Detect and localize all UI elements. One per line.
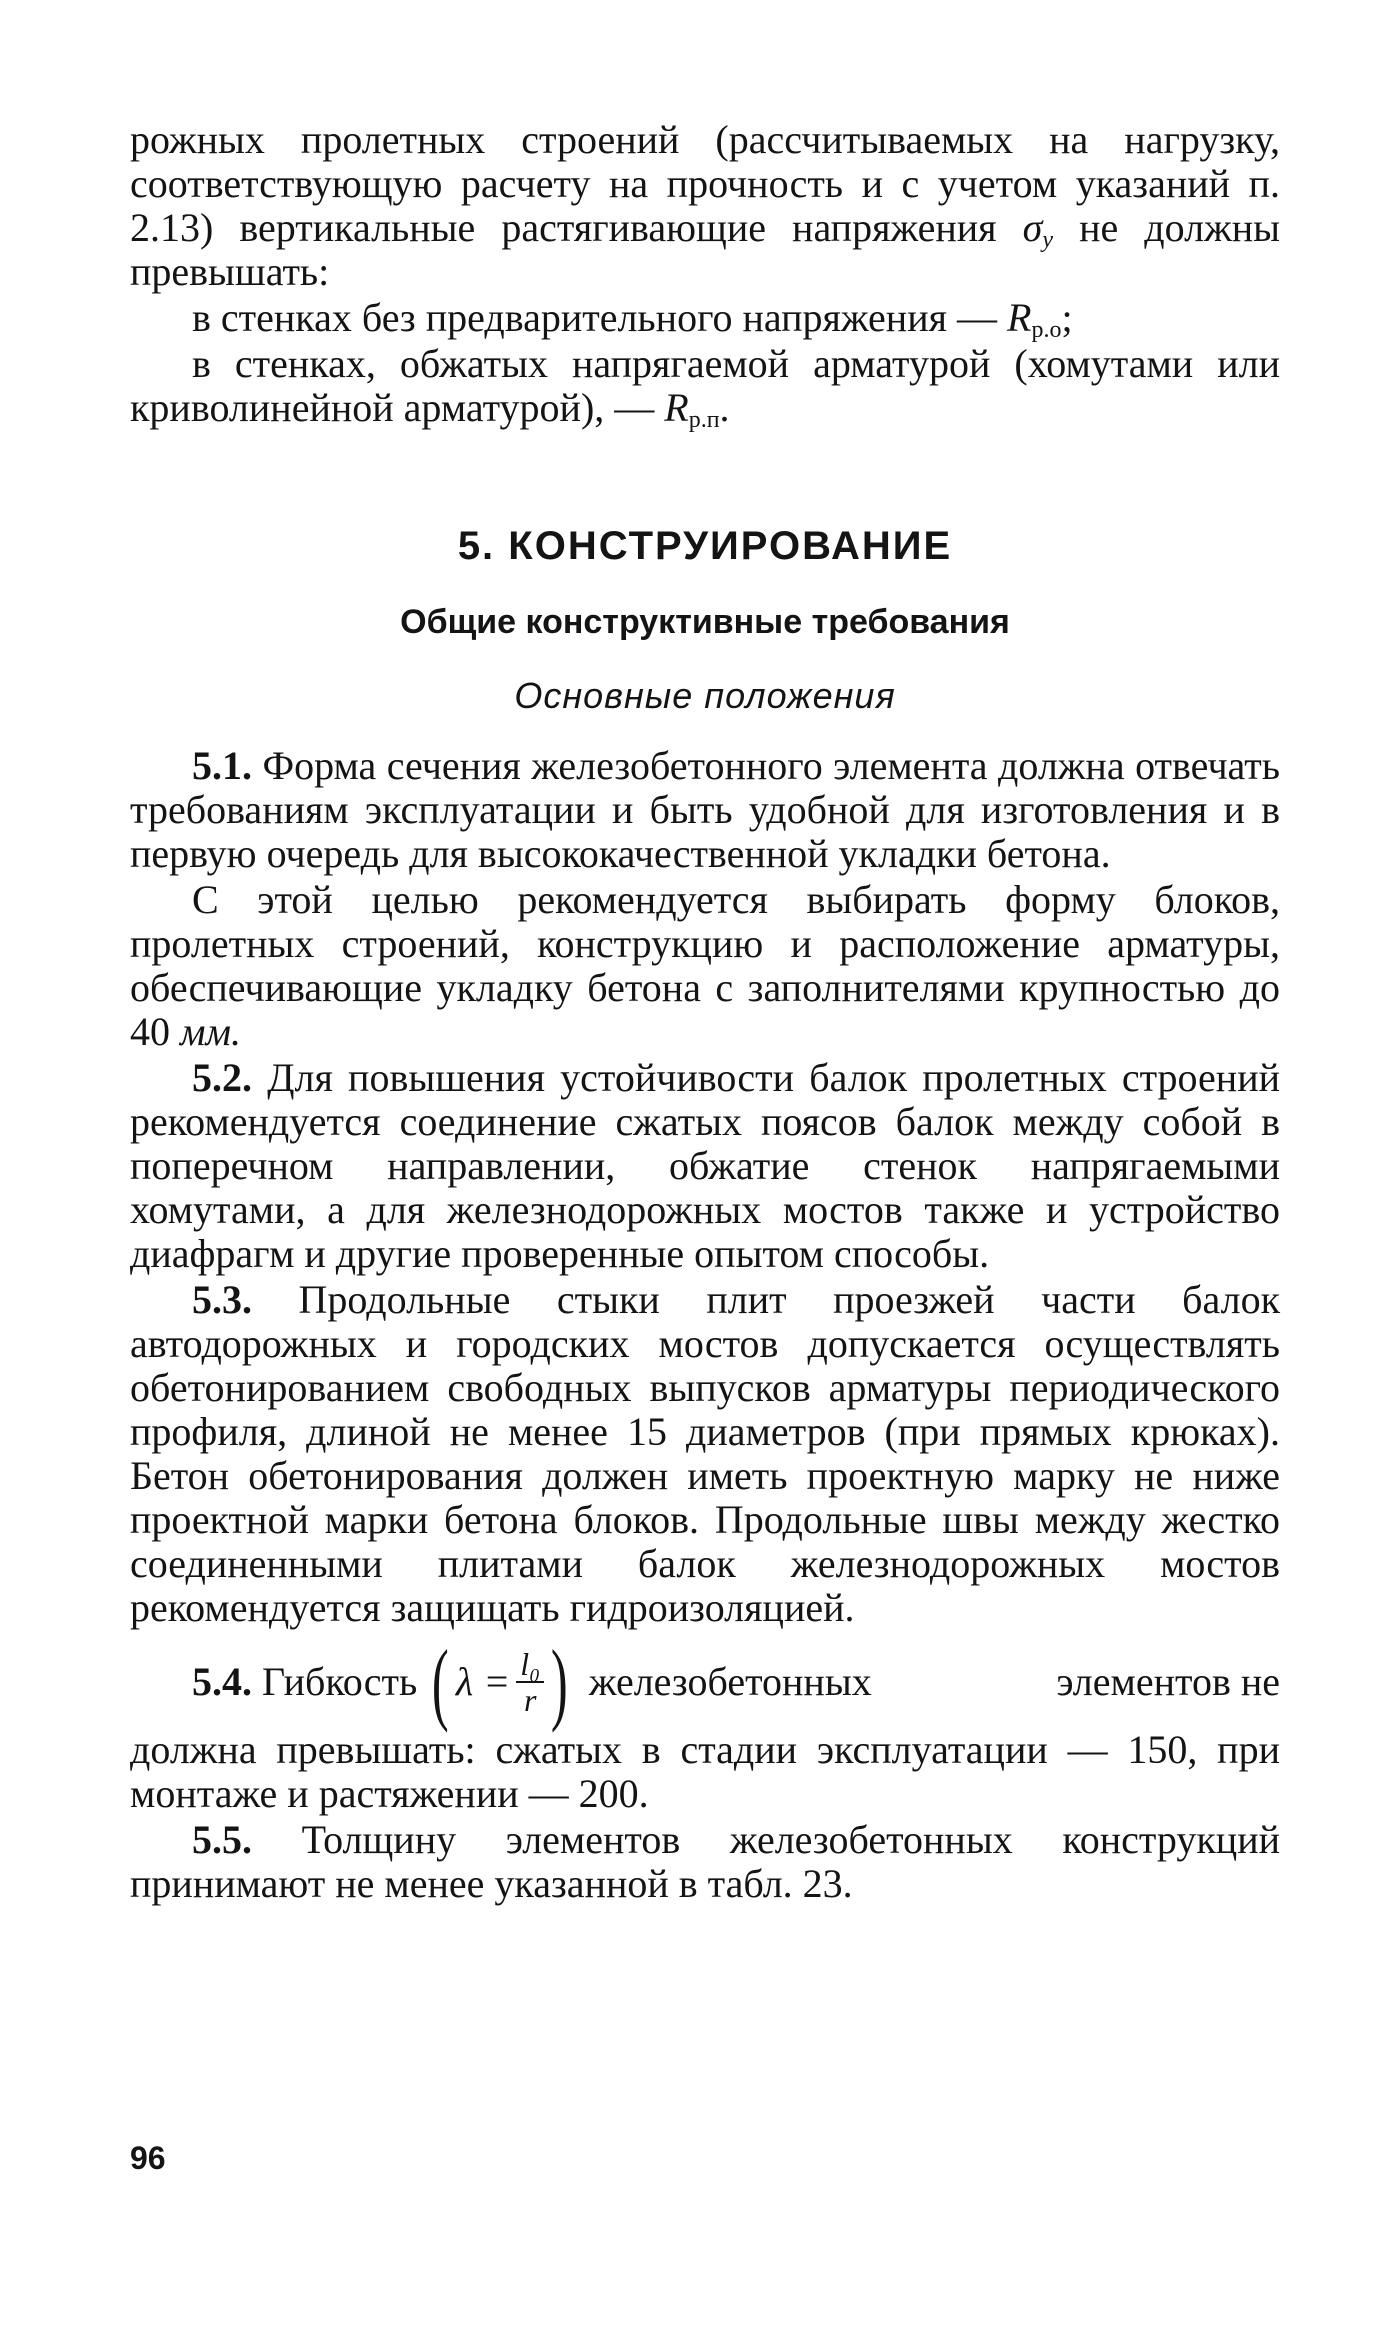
clause-text: Продольные стыки плит проезжей части балок автодорожных и городских мостов допускается осуществлять обетонированием свободных выпусков арматуры периодического профиля, длиной не менее 15 диаметров (при прямых крюках). Бетон обетонирования должен иметь проектную марку не ниже проектной марки бетона блоков. Продольные швы между жестко соединенными плитами балок железнодорожных мостов рекомендуется защищать гидроизоляцией. (130, 1277, 1280, 1630)
sigma-symbol: σ (1022, 205, 1043, 250)
clause-text: Для повышения устойчивости балок пролетных строений рекомендуется соединение сжатых поясов балок между собой в поперечном направлении, обжатие стенок напрягаемыми хомутами, а для железнодорожных мостов также и устройство диафрагм и другие проверенные опытом способы. (130, 1055, 1281, 1276)
clause-number: 5.1. (192, 743, 252, 788)
wall-no-prestress-line (130, 295, 1280, 343)
unit-mm: мм. (180, 1009, 242, 1054)
formula-trailing-text (589, 1660, 1280, 1704)
flexibility-word: Гибкость (262, 1659, 418, 1704)
fraction-denominator: r (523, 1682, 537, 1718)
clause-number: 5.5. (192, 1817, 252, 1862)
left-paren: ( (432, 1631, 449, 1733)
formula-trailing-word-1: железобетонных (588, 1659, 872, 1704)
section-subtitle: Общие конструктивные требования (400, 603, 1010, 641)
section-subsubtitle: Основные положения (514, 675, 896, 716)
clause-text: Форма сечения железобетонного элемента должна отвечать требованиям эксплуатации и быть удобной для изготовления и в первую очередь для высококачественной укладки бетона. (130, 743, 1280, 876)
flexibility-formula (425, 1631, 575, 1733)
clause-5-2 (130, 1056, 1280, 1276)
formula-trailing-word-2: элементов не (1056, 1659, 1280, 1704)
fraction-numerator: l₀ (516, 1647, 544, 1683)
wall-no-prestress-end: ; (1061, 295, 1073, 340)
section-title: 5. КОНСТРУИРОВАНИЕ (457, 524, 953, 568)
clause-text: Толщину элементов железобетонных конструкций принимают не менее указанной в табл. 23. (130, 1817, 1281, 1906)
wall-compressed-text: в стенках, обжатых напрягаемой арматурой (хомутами или криволинейной арматурой), — (130, 341, 1280, 430)
right-paren: ) (551, 1631, 568, 1733)
clause-5-1-continued (130, 878, 1280, 1054)
intro-text-end: не должны превышать: (130, 205, 1280, 294)
clause-number: 5.2. (192, 1055, 252, 1100)
page-number: 96 (130, 2140, 166, 2176)
clause-number: 5.3. (192, 1277, 252, 1322)
page-body (130, 118, 1280, 1906)
intro-text: рожных пролетных строений (рассчитываемых на нагрузку, соответствующую расчету на прочность и с учетом указаний п. 2.13) вертикальные растягивающие напряжения (130, 117, 1280, 250)
clause-5-4-continued: должна превышать: сжатых в стадии эксплуатации — 150, при монтаже и растяжении — 200. (130, 1727, 1280, 1816)
wall-compressed-line (130, 341, 1280, 433)
lambda-symbol: λ = (455, 1659, 511, 1704)
clause-5-5 (130, 1818, 1280, 1906)
clause-5-4-formula-line (130, 1631, 1280, 1733)
clause-5-3 (130, 1278, 1280, 1630)
r-pn-symbol: R (664, 385, 689, 430)
clause-text: С этой целью рекомендуется выбирать форму блоков, пролетных строений, конструкцию и расположение арматуры, обеспечивающие укладку бетона с заполнителями крупностью до 40 (130, 877, 1280, 1054)
intro-paragraph (130, 118, 1280, 294)
r-po-symbol: R (1007, 295, 1032, 340)
wall-no-prestress-text: в стенках без предварительного напряжения — (192, 295, 997, 340)
clause-number: 5.4. (192, 1659, 252, 1704)
wall-compressed-end: . (719, 385, 730, 430)
clause-5-1 (130, 744, 1280, 876)
r-po-subscript: р.о (1031, 317, 1062, 343)
fraction (516, 1647, 544, 1717)
r-pn-subscript: р.п (688, 407, 720, 433)
sigma-subscript: y (1042, 227, 1054, 253)
